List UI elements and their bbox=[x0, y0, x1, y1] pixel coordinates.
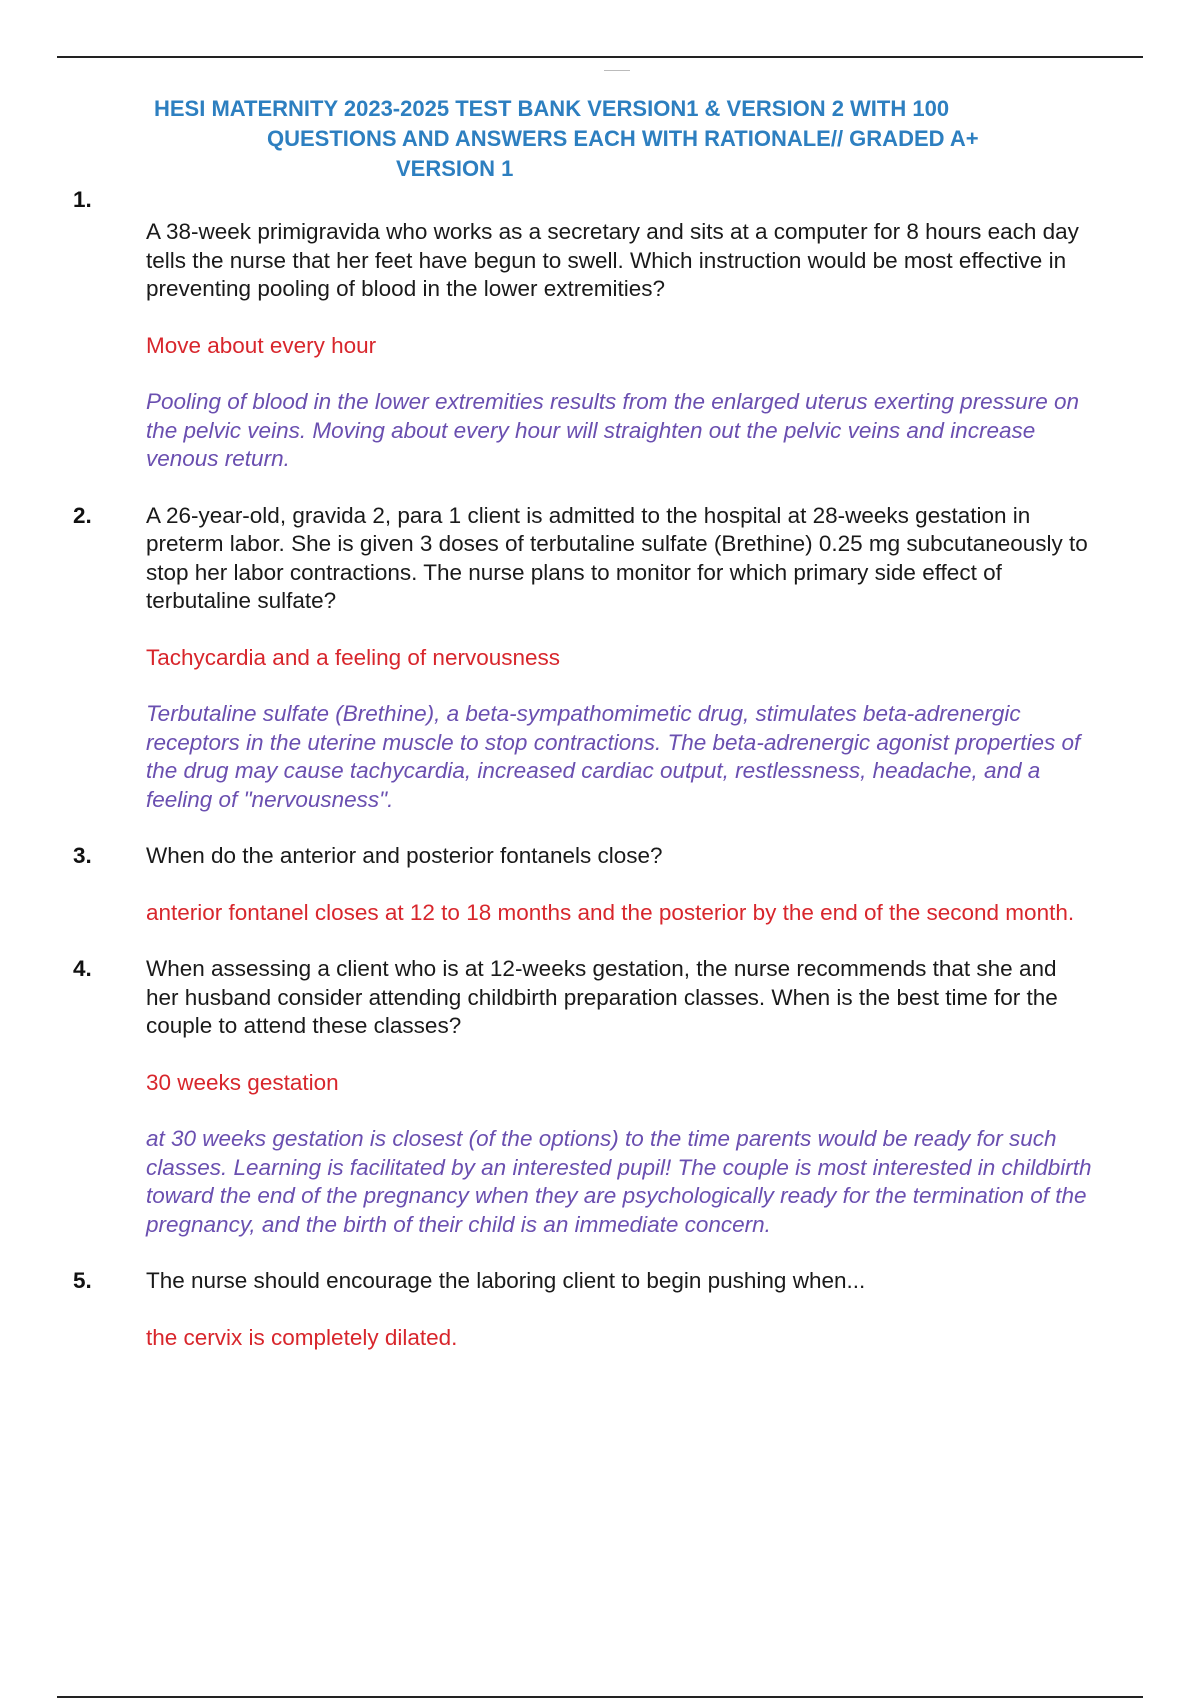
title-line-2: QUESTIONS AND ANSWERS EACH WITH RATIONALE// GRADED A+ bbox=[267, 126, 979, 151]
answer-text: Tachycardia and a feeling of nervousness bbox=[146, 644, 561, 670]
bottom-rule bbox=[57, 1696, 1143, 1698]
question-text: A 26-year-old, gravida 2, para 1 client is admitted to the hospital at 28-weeks gestation in preterm labor. She is given 3 doses of terbutaline sulfate (Brethine) 0.25 mg subcutaneously to stop her labor contractions. The nurse plans to monitor for which primary side effect of terbutaline sulfate? bbox=[146, 502, 1088, 613]
title-line-3: VERSION 1 bbox=[396, 156, 514, 181]
answer-text: 30 weeks gestation bbox=[146, 1069, 339, 1095]
question-item bbox=[73, 1267, 1093, 1352]
question-text: When assessing a client who is at 12-weeks gestation, the nurse recommends that she and her husband consider attending childbirth preparation classes. When is the best time for the couple to attend these classes? bbox=[146, 956, 1058, 1038]
rationale-text: Terbutaline sulfate (Brethine), a beta-sympathomimetic drug, stimulates beta-adrenergic receptors in the uterine muscle to stop contractions. The beta-adrenergic agonist properties of the drug may cause tachycardia, increased cardiac output, restlessness, headache, and a feeling of "nervousness". bbox=[146, 701, 1081, 812]
question-text: The nurse should encourage the laboring client to begin pushing when... bbox=[146, 1268, 866, 1293]
title-line-1: HESI MATERNITY 2023-2025 TEST BANK VERSION1 & VERSION 2 WITH 100 bbox=[154, 96, 950, 121]
answer-text: Move about every hour bbox=[146, 332, 377, 358]
question-number: 1. bbox=[73, 187, 92, 212]
header-mark bbox=[604, 70, 630, 71]
question-item bbox=[73, 842, 1093, 927]
answer-text: anterior fontanel closes at 12 to 18 months and the posterior by the end of the second month. bbox=[146, 899, 1075, 925]
question-number: 5. bbox=[73, 1268, 92, 1293]
top-rule bbox=[57, 56, 1143, 58]
question-number: 4. bbox=[73, 956, 92, 981]
question-number: 3. bbox=[73, 843, 92, 868]
question-item bbox=[73, 955, 1093, 1239]
answer-text: the cervix is completely dilated. bbox=[146, 1324, 458, 1350]
question-item bbox=[73, 502, 1093, 815]
question-item bbox=[73, 186, 1093, 474]
question-number: 2. bbox=[73, 502, 92, 528]
document-title bbox=[100, 94, 1100, 184]
rationale-text: Pooling of blood in the lower extremities results from the enlarged uterus exerting pressure on the pelvic veins. Moving about every hour will straighten out the pelvic veins and increase venous return. bbox=[146, 389, 1079, 471]
rationale-text: at 30 weeks gestation is closest (of the options) to the time parents would be ready for such classes. Learning is facilitated by an interested pupil! The couple is most interested in childbirth toward the end of the pregnancy when they are psychologically ready for the termination of the pregnancy, and the birth of their child is an immediate concern. bbox=[146, 1126, 1092, 1237]
question-text: When do the anterior and posterior fontanels close? bbox=[146, 843, 663, 868]
question-list bbox=[73, 186, 1093, 1380]
question-text: A 38-week primigravida who works as a secretary and sits at a computer for 8 hours each day tells the nurse that her feet have begun to swell. Which instruction would be most effective in preventing pooling of blood in the lower extremities? bbox=[146, 219, 1079, 301]
